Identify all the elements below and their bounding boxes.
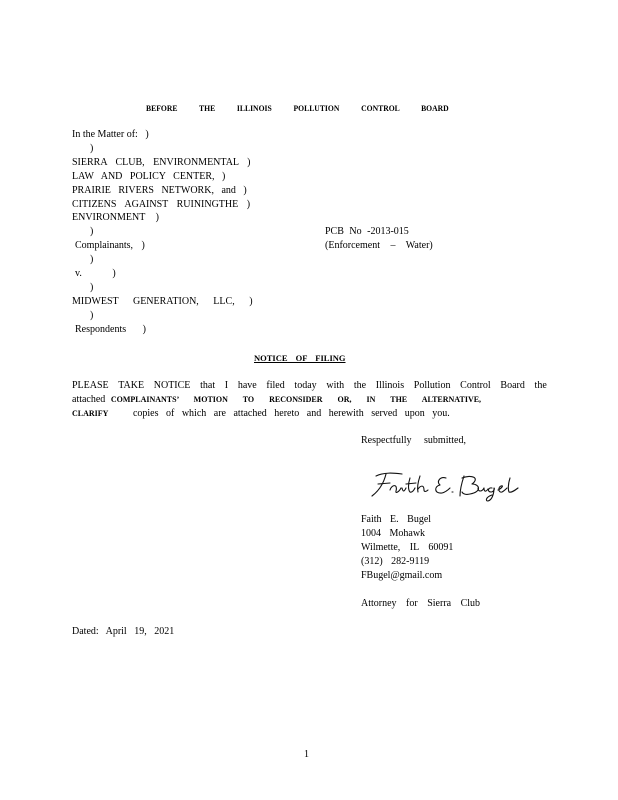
- respondent-name: MIDWEST GENERATION, LLC, ): [72, 296, 253, 307]
- case-type: (Enforcement – Water): [325, 240, 433, 251]
- complainant-line-4: CITIZENS AGAINST RUININGTHE ): [72, 199, 251, 210]
- in-the-matter-of: In the Matter of: ): [72, 129, 149, 140]
- closing: Respectfully submitted,: [361, 435, 466, 446]
- page-number: 1: [304, 749, 309, 760]
- notice-line-3: [72, 408, 450, 420]
- caption-paren: ): [90, 226, 94, 237]
- signer-address-2: Wilmette, IL 60091: [361, 542, 454, 553]
- complainant-line-2: LAW AND POLICY CENTER, ): [72, 171, 226, 182]
- signer-email: FBugel@gmail.com: [361, 570, 443, 581]
- notice-line-2: [72, 394, 481, 406]
- date-line: Dated: April 19, 2021: [72, 626, 175, 637]
- complainants-label: Complainants, ): [75, 240, 145, 251]
- signer-role: Attorney for Sierra Club: [361, 598, 481, 609]
- caption-paren: ): [90, 143, 94, 154]
- signature-image: [368, 468, 524, 504]
- attached-word: attached: [72, 394, 106, 405]
- signer-name: Faith E. Bugel: [361, 514, 432, 525]
- respondents-label: Respondents ): [75, 324, 146, 335]
- motion-title: COMPLAINANTS’ MOTION TO RECONSIDER OR, IN THE ALTERNATIVE,: [110, 395, 482, 404]
- caption-paren: ): [90, 310, 94, 321]
- complainant-line-1: SIERRA CLUB, ENVIRONMENTAL ): [72, 157, 251, 168]
- clarify-word: CLARIFY: [72, 409, 109, 418]
- complainant-line-3: PRAIRIE RIVERS NETWORK, and ): [72, 185, 247, 196]
- caption-paren: ): [90, 282, 94, 293]
- notice-line-1: PLEASE TAKE NOTICE that I have filed today with the Illinois Pollution Control Board the: [72, 380, 547, 391]
- versus-label: v. ): [75, 268, 116, 279]
- signer-phone: (312) 282-9119: [361, 556, 430, 567]
- court-heading: BEFORE THE ILLINOIS POLLUTION CONTROL BOARD: [146, 103, 449, 113]
- notice-title: NOTICE OF FILING: [254, 353, 346, 363]
- signer-address-1: 1004 Mohawk: [361, 528, 426, 539]
- case-number: PCB No -2013-015: [325, 226, 409, 237]
- complainant-line-5: ENVIRONMENT ): [72, 212, 159, 223]
- notice-line-3-text: copies of which are attached hereto and herewith served upon you.: [132, 408, 450, 419]
- caption-paren: ): [90, 254, 94, 265]
